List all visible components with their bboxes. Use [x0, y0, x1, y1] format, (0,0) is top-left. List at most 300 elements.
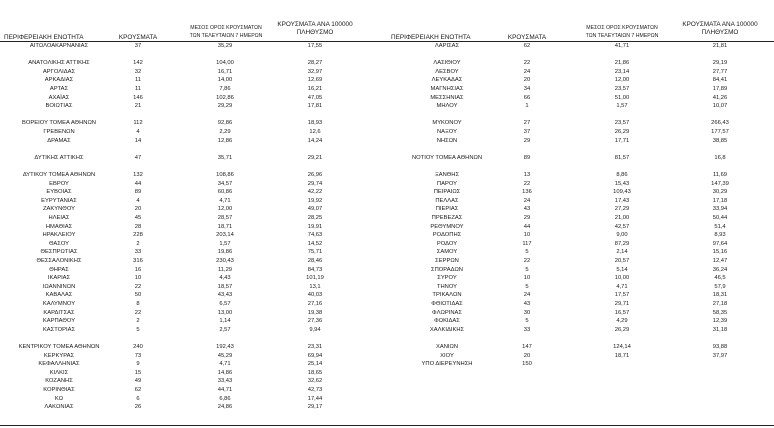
cell-avg7: 44,71: [217, 387, 233, 393]
cell-per100k: 38,85: [712, 137, 728, 144]
cell-avg7: 19,86: [217, 249, 233, 256]
cell-cases: 28: [134, 223, 142, 230]
cell-per100k: 17,89: [712, 86, 728, 92]
cell-avg7: 21,00: [614, 215, 630, 221]
header-avg7: ΜΕΣΟΣ ΟΡΟΣ ΚΡΟΥΣΜΑΤΩΝ ΤΩΝ ΤΕΛΕΥΤΑΙΩΝ 7 ΗΜΕΡΩΝ: [189, 25, 263, 39]
cell-avg7: 1,57: [219, 240, 231, 247]
cell-avg7: 10,00: [614, 275, 630, 282]
cell-cases: 13: [523, 172, 531, 178]
cell-region: ΣΕΡΡΩΝ: [435, 258, 459, 264]
cell-avg7: 33,43: [217, 378, 233, 385]
cell-region: ΦΘΙΩΤΙΔΑΣ: [431, 301, 463, 307]
cell-cases: 47: [134, 154, 142, 161]
cell-cases: 44: [523, 223, 531, 230]
cell-avg7: 60,86: [217, 189, 233, 196]
cell-per100k: 23,31: [307, 344, 323, 350]
cell-per100k: 37,97: [712, 352, 728, 359]
cell-region: ΡΕΘΥΜΝΟΥ: [430, 223, 464, 230]
cell-avg7: 23,14: [614, 68, 630, 75]
table-row: [387, 120, 774, 127]
cell-avg7: 43,43: [217, 292, 233, 299]
cell-avg7: 35,29: [217, 43, 233, 49]
cell-per100k: 27,77: [712, 68, 728, 75]
table-row: [387, 267, 774, 274]
cell-per100k: 18,31: [712, 292, 728, 299]
cell-region: ΚΕΝΤΡΙΚΟΥ ΤΟΜΕΑ ΑΘΗΝΩΝ: [18, 344, 100, 350]
cell-cases: 45: [134, 215, 142, 221]
table-row: [387, 284, 774, 291]
table-row: [387, 77, 774, 84]
table-row: [387, 258, 774, 265]
cell-cases: 73: [134, 352, 142, 359]
cell-region: ΘΕΣΠΡΩΤΙΑΣ: [40, 249, 78, 256]
cell-region: ΜΗΛΟΥ: [436, 103, 458, 110]
cell-avg7: 2,29: [219, 129, 231, 135]
cell-avg7: 4,71: [616, 283, 628, 290]
cell-cases: 5: [525, 318, 529, 325]
table-row: [0, 60, 387, 67]
table-row: [0, 292, 387, 299]
cell-per100k: 147,39: [711, 180, 729, 187]
cell-avg7: 4,29: [616, 318, 628, 325]
cell-region: ΠΙΕΡΙΑΣ: [435, 206, 459, 213]
table-row: [0, 404, 387, 411]
table-row: [387, 181, 774, 188]
cell-per100k: 11,69: [712, 172, 728, 178]
cell-cases: 62: [523, 43, 531, 49]
cell-region: ΡΟΔΟΥ: [436, 240, 458, 247]
cell-per100k: 36,24: [712, 266, 728, 273]
cell-region: ΒΟΙΩΤΙΑΣ: [45, 103, 73, 110]
cell-region: ΧΙΟΥ: [440, 352, 454, 359]
cell-per100k: 29,21: [307, 154, 323, 161]
cell-avg7: 4,71: [219, 361, 231, 368]
cell-cases: 142: [133, 60, 143, 67]
cell-cases: 6: [136, 395, 140, 402]
cell-cases: 5: [525, 266, 529, 273]
cell-per100k: 97,64: [712, 240, 728, 247]
cell-cases: 20: [134, 206, 142, 213]
bottom-rule: [387, 425, 774, 426]
header-rule: [387, 41, 774, 42]
cell-per100k: 40,03: [307, 292, 323, 299]
cell-region: ΗΜΑΘΙΑΣ: [45, 223, 73, 230]
table-row: [387, 275, 774, 282]
cell-cases: 29: [523, 215, 531, 221]
table-row: [0, 396, 387, 403]
cell-per100k: 28,25: [307, 215, 323, 221]
header-region: ΠΕΡΙΦΕΡΕΙΑΚΗ ΕΝΟΤΗΤΑ: [391, 34, 471, 41]
cell-avg7: 230,43: [216, 258, 234, 264]
cell-avg7: 26,29: [614, 129, 630, 135]
cell-avg7: 108,86: [216, 172, 234, 178]
table-row: [387, 318, 774, 325]
cell-avg7: 11,29: [217, 266, 233, 273]
table-row: [387, 189, 774, 196]
cell-per100k: 41,26: [712, 94, 728, 101]
cell-cases: 49: [134, 378, 142, 385]
cell-avg7: 28,57: [217, 215, 233, 221]
table-row: [0, 275, 387, 282]
cell-region: ΘΗΡΑΣ: [49, 266, 69, 273]
table-row: [0, 301, 387, 308]
cell-cases: 132: [133, 172, 143, 178]
table-row: [387, 95, 774, 102]
table-row: [0, 181, 387, 188]
cell-per100k: 84,41: [712, 77, 728, 84]
cell-per100k: 16,21: [307, 86, 323, 92]
header-per100k: ΚΡΟΥΣΜΑΤΑ ΑΝΑ 100000 ΠΛΗΘΥΣΜΟ: [277, 21, 353, 36]
cell-cases: 24: [523, 197, 531, 204]
table-row: [0, 86, 387, 93]
cell-cases: 146: [133, 94, 143, 101]
table-row: [387, 215, 774, 222]
table-row: [387, 172, 774, 179]
cell-per100k: 177,57: [711, 129, 729, 135]
cell-region: ΑΝΑΤΟΛΙΚΗΣ ΑΤΤΙΚΗΣ: [28, 60, 90, 67]
cell-per100k: 18,65: [307, 369, 323, 376]
cell-cases: 5: [525, 249, 529, 256]
table-row: [0, 310, 387, 317]
cell-per100k: 27,36: [307, 318, 323, 325]
table-row: [0, 370, 387, 377]
table-row: [387, 241, 774, 248]
cell-avg7: 15,43: [614, 180, 630, 187]
cell-cases: 136: [522, 189, 532, 196]
cell-avg7: 102,86: [216, 94, 234, 101]
table-row: [0, 52, 387, 59]
cell-cases: 9: [136, 361, 140, 368]
cell-per100k: 29,17: [307, 404, 323, 411]
cell-region: ΚΟΖΑΝΗΣ: [45, 378, 73, 385]
cell-avg7: 13,00: [217, 309, 233, 316]
cell-region: ΚΕΡΚΥΡΑΣ: [43, 352, 75, 359]
right-table: [387, 0, 774, 428]
cell-per100k: 31,18: [712, 326, 728, 333]
cell-region: ΧΑΛΚΙΔΙΚΗΣ: [429, 326, 465, 333]
table-row: [0, 361, 387, 368]
cell-avg7: 42,57: [614, 223, 630, 230]
table-row: [387, 43, 774, 50]
cell-region: ΚΑΛΥΜΝΟΥ: [42, 301, 76, 307]
table-row: [0, 189, 387, 196]
cell-per100k: 46,5: [714, 275, 726, 282]
cell-per100k: 29,19: [712, 60, 728, 67]
cell-per100k: 14,24: [307, 137, 323, 144]
cell-avg7: 14,00: [217, 77, 233, 84]
cell-avg7: 16,57: [614, 309, 630, 316]
cell-region: ΛΕΣΒΟΥ: [435, 68, 459, 75]
cell-region: ΜΑΓΝΗΣΙΑΣ: [430, 86, 464, 92]
cell-avg7: 35,71: [217, 154, 233, 161]
cell-region: ΛΑΚΩΝΙΑΣ: [44, 404, 74, 411]
table-row: [387, 155, 774, 162]
cell-avg7: 6,86: [219, 395, 231, 402]
cell-avg7: 18,57: [217, 283, 233, 290]
cell-avg7: 41,71: [614, 43, 630, 49]
cell-cases: 22: [523, 60, 531, 67]
cell-per100k: 30,29: [712, 189, 728, 196]
cell-avg7: 45,29: [217, 352, 233, 359]
cell-cases: 62: [134, 387, 142, 393]
cell-per100k: 17,55: [307, 43, 323, 49]
cell-region: ΞΑΝΘΗΣ: [434, 172, 460, 178]
cell-avg7: 92,86: [217, 120, 233, 127]
cell-cases: 150: [522, 361, 532, 368]
cell-cases: 26: [134, 404, 142, 411]
table-row: [0, 249, 387, 256]
table-row: [387, 301, 774, 308]
table-row: [387, 335, 774, 342]
table-row: [387, 310, 774, 317]
table-row: [0, 267, 387, 274]
table-row: [0, 232, 387, 239]
table-row: [387, 129, 774, 136]
cell-avg7: 23,57: [614, 86, 630, 92]
table-row: [387, 138, 774, 145]
cell-avg7: 7,86: [219, 86, 231, 92]
table-row: [0, 215, 387, 222]
table-row: [387, 344, 774, 351]
table-row: [387, 206, 774, 213]
table-row: [387, 112, 774, 119]
cell-region: ΕΒΡΟΥ: [49, 180, 69, 187]
cell-cases: 11: [134, 77, 142, 84]
table-row: [0, 172, 387, 179]
cell-cases: 29: [523, 137, 531, 144]
cell-region: ΚΟΡΙΝΘΙΑΣ: [43, 387, 75, 393]
cell-per100k: 17,44: [307, 395, 323, 402]
cell-per100k: 10,07: [712, 103, 728, 110]
table-row: [0, 387, 387, 394]
table-row: [0, 378, 387, 385]
cell-region: ΒΟΡΕΙΟΥ ΤΟΜΕΑ ΑΘΗΝΩΝ: [22, 120, 96, 127]
cell-cases: 240: [133, 344, 143, 350]
cell-per100k: 42,73: [307, 387, 323, 393]
cell-per100k: 17,18: [712, 197, 728, 204]
cell-per100k: 12,69: [307, 77, 323, 84]
table-row: [387, 353, 774, 360]
cell-per100k: 29,74: [307, 180, 323, 187]
cell-region: ΝΗΣΩΝ: [436, 137, 458, 144]
table-row: [0, 77, 387, 84]
table-row: [387, 86, 774, 93]
table-row: [387, 232, 774, 239]
cell-avg7: 1,14: [219, 318, 231, 325]
table-row: [387, 327, 774, 334]
cell-region: ΡΟΔΟΠΗΣ: [432, 232, 462, 239]
cell-cases: 24: [523, 68, 531, 75]
table-row: [387, 224, 774, 231]
cell-avg7: 5,14: [616, 266, 628, 273]
cell-per100k: 19,38: [307, 309, 323, 316]
cell-avg7: 17,71: [614, 137, 630, 144]
table-row: [0, 112, 387, 119]
cell-region: ΓΡΕΒΕΝΩΝ: [43, 129, 75, 135]
table-row: [0, 206, 387, 213]
table-row: [0, 318, 387, 325]
cell-cases: 33: [134, 249, 142, 256]
cell-cases: 16: [134, 266, 142, 273]
cell-per100k: 84,73: [307, 266, 323, 273]
cell-region: ΗΡΑΚΛΕΙΟΥ: [42, 232, 76, 239]
bottom-rule: [0, 425, 387, 426]
cell-cases: 10: [523, 232, 531, 239]
cell-cases: 43: [523, 206, 531, 213]
table-row: [0, 95, 387, 102]
header-cases: ΚΡΟΥΣΜΑΤΑ: [118, 34, 158, 41]
cell-cases: 20: [523, 77, 531, 84]
cell-cases: 316: [133, 258, 143, 264]
cell-region: ΛΕΥΚΑΔΑΣ: [431, 77, 463, 84]
cell-cases: 5: [525, 283, 529, 290]
cell-cases: 1: [525, 103, 529, 110]
cell-cases: 33: [523, 326, 531, 333]
cell-region: ΑΡΓΟΛΙΔΑΣ: [42, 68, 76, 75]
cell-region: ΚΕΦΑΛΛΗΝΙΑΣ: [38, 361, 80, 368]
table-row: [387, 249, 774, 256]
cell-cases: 4: [136, 197, 140, 204]
cell-region: ΚΩ: [54, 395, 64, 402]
cell-region: ΜΥΚΟΝΟΥ: [432, 120, 462, 127]
cell-per100k: 12,47: [712, 258, 728, 264]
cell-per100k: 27,16: [307, 301, 323, 307]
cell-region: ΠΡΕΒΕΖΑΣ: [431, 215, 463, 221]
table-row: [387, 103, 774, 110]
cell-region: ΣΠΟΡΑΔΩΝ: [431, 266, 463, 273]
table-row: [0, 198, 387, 205]
cell-per100k: 18,93: [307, 120, 323, 127]
cell-avg7: 2,14: [616, 249, 628, 256]
cell-avg7: 17,57: [614, 292, 630, 299]
cell-region: ΗΛΕΙΑΣ: [48, 215, 70, 221]
cell-cases: 22: [523, 258, 531, 264]
cell-region: ΔΡΑΜΑΣ: [47, 137, 71, 144]
cell-avg7: 2,57: [219, 326, 231, 333]
header-cases: ΚΡΟΥΣΜΑΤΑ: [507, 34, 547, 41]
cell-cases: 11: [134, 86, 142, 92]
cell-avg7: 4,43: [219, 275, 231, 282]
cell-avg7: 203,14: [216, 232, 234, 239]
cell-region: ΦΛΩΡΙΝΑΣ: [432, 309, 462, 316]
cell-cases: 34: [523, 86, 531, 92]
cell-avg7: 12,00: [614, 77, 630, 84]
table-row: [0, 103, 387, 110]
cell-per100k: 51,4: [714, 223, 726, 230]
cell-cases: 112: [133, 120, 143, 127]
table-row: [0, 138, 387, 145]
cell-cases: 21: [134, 103, 142, 110]
cell-region: ΚΑΡΠΑΘΟΥ: [42, 318, 76, 325]
cell-avg7: 14,86: [217, 369, 233, 376]
cell-avg7: 4,71: [219, 197, 231, 204]
cell-per100k: 16,8: [714, 154, 726, 161]
table-row: [387, 361, 774, 368]
cell-avg7: 29,29: [217, 103, 233, 110]
cell-avg7: 104,00: [216, 60, 234, 67]
cell-avg7: 6,57: [219, 301, 231, 307]
header-region: ΠΕΡΙΦΕΡΕΙΑΚΗ ΕΝΟΤΗΤΑ: [4, 34, 84, 41]
cell-region: ΠΕΛΛΑΣ: [435, 197, 459, 204]
cell-cases: 8: [136, 301, 140, 307]
cell-cases: 15: [134, 369, 142, 376]
cell-per100k: 28,46: [307, 258, 323, 264]
cell-cases: 147: [522, 344, 532, 350]
cell-cases: 4: [136, 129, 140, 135]
cell-region: ΘΑΣΟΥ: [48, 240, 70, 247]
table-row: [0, 69, 387, 76]
header-per100k: ΚΡΟΥΣΜΑΤΑ ΑΝΑ 100000 ΠΛΗΘΥΣΜΟ: [682, 21, 758, 36]
cell-per100k: 50,44: [712, 215, 728, 221]
cell-per100k: 19,91: [307, 223, 323, 230]
cell-region: ΤΡΙΚΑΛΩΝ: [432, 292, 462, 299]
table-row: [387, 198, 774, 205]
cell-cases: 10: [523, 275, 531, 282]
cell-region: ΔΥΤΙΚΟΥ ΤΟΜΕΑ ΑΘΗΝΩΝ: [22, 172, 96, 178]
cell-per100k: 26,96: [307, 172, 323, 178]
cell-per100k: 14,52: [307, 240, 323, 247]
cell-region: ΑΡΤΑΣ: [49, 86, 69, 92]
cell-cases: 228: [133, 232, 143, 239]
cell-region: ΚΑΡΔΙΤΣΑΣ: [43, 309, 75, 316]
cell-per100k: 47,05: [307, 94, 323, 101]
cell-cases: 22: [134, 283, 142, 290]
cell-region: ΥΠΟ ΔΙΕΡΕΥΝΗΣΗ: [421, 361, 473, 368]
cell-region: ΝΑΞΟΥ: [436, 129, 457, 135]
cell-cases: 89: [134, 189, 142, 196]
cell-cases: 44: [134, 180, 142, 187]
table-row: [0, 335, 387, 342]
cell-per100k: 58,35: [712, 309, 728, 316]
cell-per100k: 266,43: [711, 120, 729, 127]
header-avg7: ΜΕΣΟΣ ΟΡΟΣ ΚΡΟΥΣΜΑΤΩΝ ΤΩΝ ΤΕΛΕΥΤΑΙΩΝ 7 ΗΜΕΡΩΝ: [585, 25, 659, 39]
cell-avg7: 109,43: [613, 189, 631, 196]
cell-avg7: 8,86: [616, 172, 628, 178]
cell-region: ΠΑΡΟΥ: [436, 180, 458, 187]
cell-region: ΦΩΚΙΔΑΣ: [434, 318, 460, 325]
cell-cases: 66: [523, 94, 531, 101]
cell-cases: 2: [136, 240, 140, 247]
cell-cases: 89: [523, 154, 531, 161]
cell-per100k: 27,18: [712, 301, 728, 307]
cell-per100k: 19,92: [307, 197, 323, 204]
table-row: [0, 224, 387, 231]
cell-cases: 22: [134, 309, 142, 316]
cell-avg7: 24,86: [217, 404, 233, 411]
cell-avg7: 9,00: [616, 232, 628, 239]
cell-region: ΤΗΝΟΥ: [436, 283, 458, 290]
cell-avg7: 1,57: [616, 103, 628, 110]
cell-per100k: 49,07: [307, 206, 323, 213]
table-row: [387, 52, 774, 59]
cell-per100k: 33,94: [712, 206, 728, 213]
cell-per100k: 25,14: [307, 361, 323, 368]
cell-per100k: 12,39: [712, 318, 728, 325]
cell-region: ΑΧΑΪΑΣ: [48, 94, 70, 101]
cell-per100k: 75,71: [307, 249, 323, 256]
cell-avg7: 23,57: [614, 120, 630, 127]
cell-cases: 22: [523, 180, 531, 187]
cell-region: ΣΥΡΟΥ: [437, 275, 457, 282]
cell-avg7: 29,71: [614, 301, 630, 307]
cell-per100k: 13,1: [309, 283, 321, 290]
cell-cases: 14: [134, 137, 142, 144]
cell-cases: 43: [523, 301, 531, 307]
cell-region: ΕΥΡΥΤΑΝΙΑΣ: [41, 197, 77, 204]
table-row: [0, 43, 387, 50]
cell-avg7: 26,29: [614, 326, 630, 333]
cell-cases: 30: [523, 309, 531, 316]
